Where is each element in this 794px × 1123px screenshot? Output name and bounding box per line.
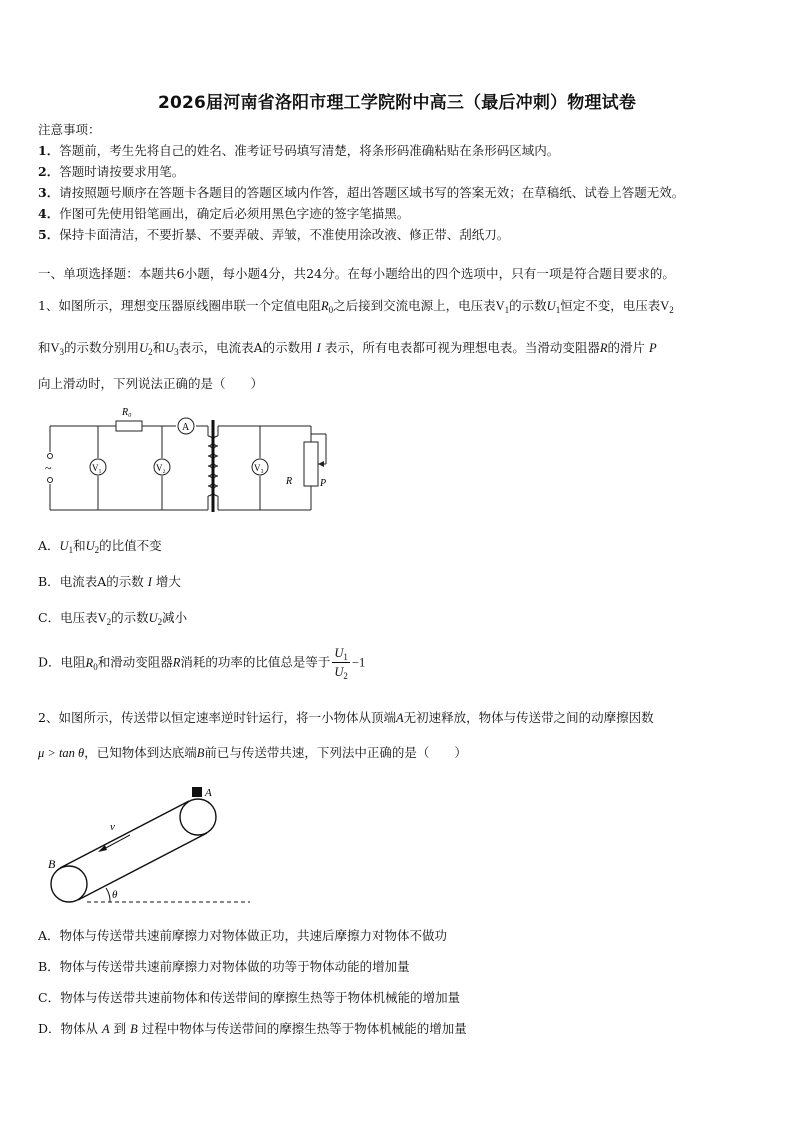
notice-item-number: 5．	[38, 227, 60, 242]
slider-label: P	[320, 478, 327, 489]
notice-heading: 注意事项：	[38, 122, 101, 137]
notice-item-text: 答题时请按要求用笔。	[59, 164, 185, 179]
top-pulley	[180, 799, 216, 835]
ac-source-symbol: ~	[45, 461, 52, 475]
q1-option-d: D．电阻$R_0$和滑动变阻器R消耗的功率的比值总是等于 $\frac{U_1}{U_2}$ −1	[38, 646, 366, 681]
notice-item-number: 2．	[38, 164, 60, 179]
point-a-label: A	[205, 787, 212, 799]
velocity-arrow-icon	[102, 835, 130, 850]
notice-item	[38, 204, 409, 222]
belt-upper	[60, 801, 189, 868]
block-object	[192, 787, 202, 797]
notice-item-number: 4．	[38, 206, 60, 221]
notice-item	[38, 162, 184, 180]
velocity-label: v	[110, 821, 115, 833]
notice-item-text: 答题前，考生先将自己的姓名、准考证号码填写清楚，将条形码准确粘贴在条形码区域内。	[59, 143, 560, 158]
q2-option-c: C．物体与传送带共速前物体和传送带间的摩擦生热等于物体机械能的增加量	[38, 990, 461, 1005]
angle-arc	[106, 888, 110, 902]
source-terminal	[48, 478, 53, 483]
q1-stem-line2: 和$V_3$的示数分别用$U_2$和$U_3$表示，电流表A的示数用 I 表示，所有电表都可视为理想电表。当滑动变阻器R的滑片 P	[38, 340, 657, 357]
q1-option-c: C．电压表$V_2$的示数$U_2$减小	[38, 610, 188, 627]
bottom-pulley	[51, 866, 87, 902]
voltmeter-v3-label: V₃	[254, 463, 264, 473]
notice-item	[38, 141, 559, 159]
page-title: 2026届河南省洛阳市理工学院附中高三（最后冲刺）物理试卷	[157, 93, 637, 113]
q2-stem-line1: 2、如图所示，传送带以恒定速率逆时针运行，将一小物体从顶端A无初速释放，物体与传送带之间的动摩擦因数	[38, 710, 654, 725]
q1-stem-line1: 1、如图所示，理想变压器原线圈串联一个定值电阻$R_0$之后接到交流电源上，电压表$V_1$的示数$U_1$恒定不变，电压表$V_2$	[38, 298, 674, 315]
rheostat-label: R	[286, 476, 293, 487]
notice-item	[38, 225, 509, 243]
q1-stem-line3: 向上滑动时，下列说法正确的是（ ）	[38, 376, 264, 391]
rheostat-r	[304, 442, 318, 486]
voltmeter-v2-label: V₂	[156, 463, 166, 473]
notice-item-number: 1．	[38, 143, 60, 158]
source-terminal	[48, 454, 53, 459]
voltmeter-v1-label: V₁	[92, 463, 102, 473]
q2-option-a: A．物体与传送带共速前摩擦力对物体做正功，共速后摩擦力对物体不做功	[38, 928, 448, 943]
r0-label: R₀	[122, 407, 132, 418]
section-heading: 一、单项选择题：本题共6小题，每小题4分，共24分。在每小题给出的四个选项中，只有一项是符合题目要求的。	[38, 266, 676, 281]
q2-conveyor-figure	[40, 780, 280, 910]
belt-lower	[78, 833, 207, 900]
q2-stem-line2: μ > tan θ，已知物体到达底端B前已与传送带共速，下列法中正确的是（ ）	[38, 745, 467, 760]
resistor-r0	[116, 421, 142, 431]
q2-option-b: B．物体与传送带共速前摩擦力对物体做的功等于物体动能的增加量	[38, 959, 410, 974]
q1-option-a: A．$U_1$和$U_2$的比值不变	[38, 538, 162, 555]
notice-item-text: 作图可先使用铅笔画出，确定后必须用黑色字迹的签字笔描黑。	[59, 206, 410, 221]
q1-circuit-figure	[36, 400, 336, 518]
notice-item-text: 保持卡面清洁，不要折暴、不要弄破、弄皱，不准使用涂改液、修正带、刮纸刀。	[59, 227, 510, 242]
q1-option-b: B．电流表A的示数 I 增大	[38, 574, 181, 589]
notice-item-number: 3．	[38, 185, 60, 200]
fraction-u1-u2: $\frac{U_1}{U_2}$	[334, 646, 348, 681]
ammeter-label: A	[182, 422, 190, 433]
q2-option-d: D．物体从 A 到 B 过程中物体与传送带间的摩擦生热等于物体机械能的增加量	[38, 1021, 467, 1036]
point-b-label: B	[48, 857, 56, 871]
notice-item-text: 请按照题号顺序在答题卡各题目的答题区域内作答，超出答题区域书写的答案无效；在草稿纸、试卷上答题无效。	[59, 185, 685, 200]
theta-label: θ	[112, 889, 118, 901]
slider-arrow-icon	[318, 461, 324, 467]
notice-item	[38, 183, 684, 201]
